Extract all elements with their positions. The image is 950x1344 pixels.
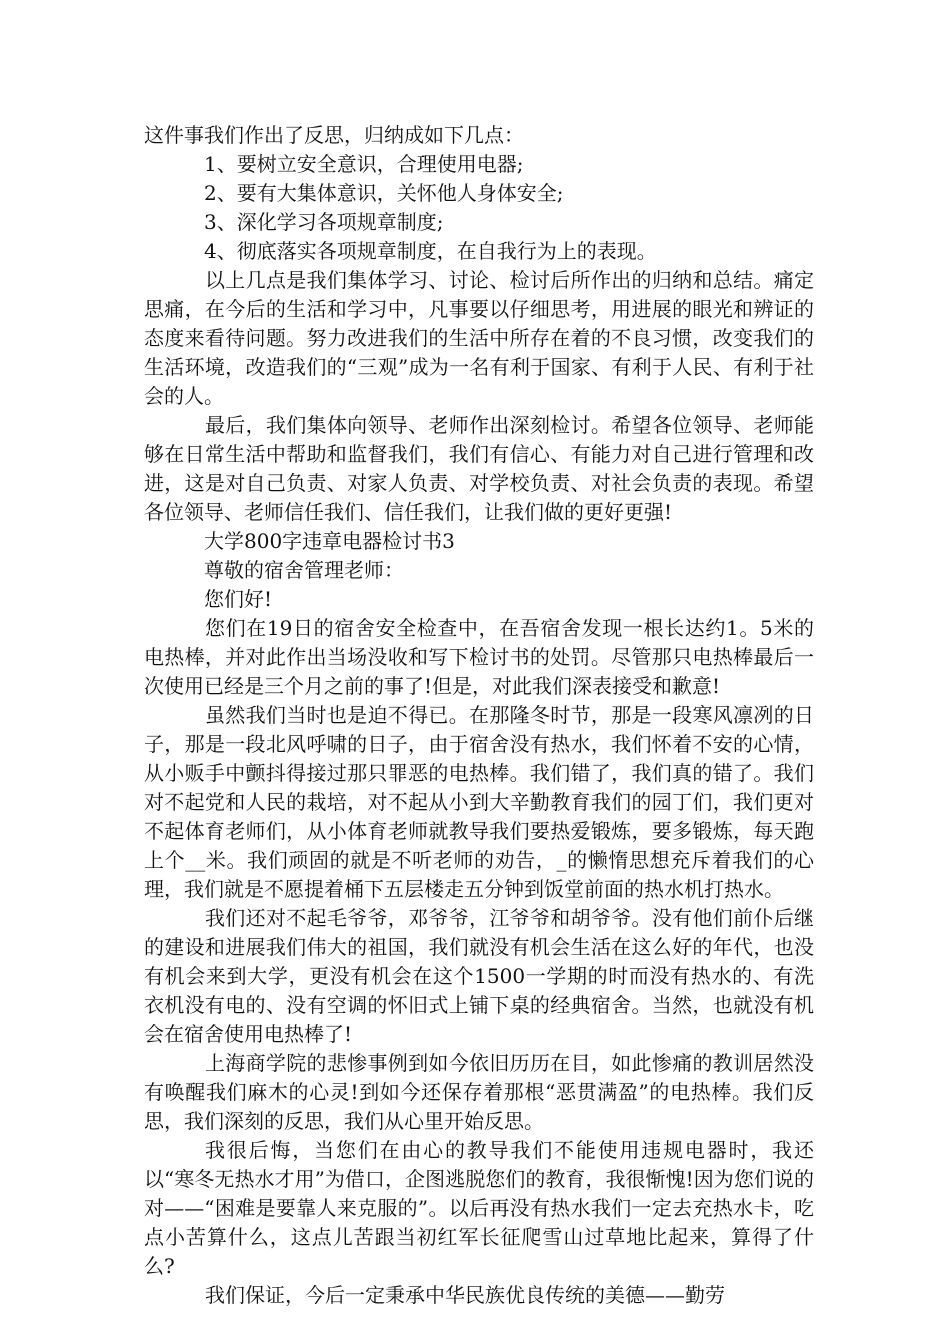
paragraph-reflection: 上海商学院的悲惨事例到如今依旧历历在目，如此惨痛的教训居然没有唤醒我们麻木的心灵!到如今还保存着那根“恶贯满盈”的电热棒。我们反思，我们深刻的反思，我们从心里开始反思。 — [144, 1051, 814, 1133]
paragraph-summary: 以上几点是我们集体学习、讨论、检讨后所作出的归纳和总结。痛定思痛，在今后的生活和学习中，凡事要以仔细思考，用进展的眼光和辨证的态度来看待问题。努力改进我们的生活中所存在着的不良习惯，改变我们的生活环境，改造我们的“三观”成为一名有利于国家、有利于人民、有利于社会的人。 — [144, 268, 814, 408]
list-item: 1、要树立安全意识，合理使用电器; — [204, 152, 524, 176]
section-title: 大学800字违章电器检讨书3 — [204, 529, 455, 553]
list-item: 3、深化学习各项规章制度; — [204, 210, 444, 234]
greeting: 您们好! — [204, 587, 273, 611]
list-item: 4、彻底落实各项规章制度，在自我行为上的表现。 — [204, 239, 657, 263]
paragraph-apology: 我们还对不起毛爷爷，邓爷爷，江爷爷和胡爷爷。没有他们前仆后继的建设和进展我们伟大的祖国，我们就没有机会生活在这么好的年代，也没有机会来到大学，更没有机会在这个1500一学期的时而没有热水的、有洗衣机没有电的、没有空调的怀旧式上铺下桌的经典宿舍。当然，也就没有机会在宿舍使用电热棒了! — [144, 906, 814, 1046]
paragraph-inspection: 您们在19日的宿舍安全检查中，在吾宿舍发现一根长达约1。5米的电热棒，并对此作出当场没收和写下检讨书的处罚。尽管那只电热棒最后一次使用已经是三个月之前的事了!但是，对此我们深表接受和歉意! — [144, 616, 814, 698]
paragraph-regret: 我很后悔，当您们在由心的教导我们不能使用违规电器时，我还以“寒冬无热水才用”为借口，企图逃脱您们的教育，我很惭愧!因为您们说的对——“困难是要靠人来克服的”。以后再没有热水我们一定去充热水卡，吃点小苦算什么，这点儿苦跟当初红军长征爬雪山过草地比起来，算得了什么? — [144, 1138, 814, 1278]
document-body — [144, 121, 814, 1310]
list-item: 2、要有大集体意识，关怀他人身体安全; — [204, 181, 564, 205]
paragraph-conclusion: 最后，我们集体向领导、老师作出深刻检讨。希望各位领导、老师能够在日常生活中帮助和监督我们，我们有信心、有能力对自己进行管理和改进，这是对自己负责、对家人负责、对学校负责、对社会负责的表现。希望各位领导、老师信任我们、信任我们，让我们做的更好更强! — [144, 413, 814, 524]
paragraph-intro: 这件事我们作出了反思，归纳成如下几点： — [144, 123, 524, 147]
salutation: 尊敬的宿舍管理老师： — [204, 558, 404, 582]
paragraph-promise: 我们保证，今后一定秉承中华民族优良传统的美德——勤劳 — [205, 1283, 725, 1307]
paragraph-reason: 虽然我们当时也是迫不得已。在那隆冬时节，那是一段寒风凛冽的日子，那是一段北风呼啸的日子，由于宿舍没有热水，我们怀着不安的心情，从小贩手中颤抖得接过那只罪恶的电热棒。我们错了，我们真的错了。我们对不起党和人民的栽培，对不起从小到大辛勤教育我们的园丁们，我们更对不起体育老师们，从小体育老师就教导我们要热爱锻炼，要多锻炼，每天跑上个__米。我们顽固的就是不听老师的劝告，_的懒惰思想充斥着我们的心理，我们就是不愿提着桶下五层楼走五分钟到饭堂前面的热水机打热水。 — [144, 703, 814, 901]
